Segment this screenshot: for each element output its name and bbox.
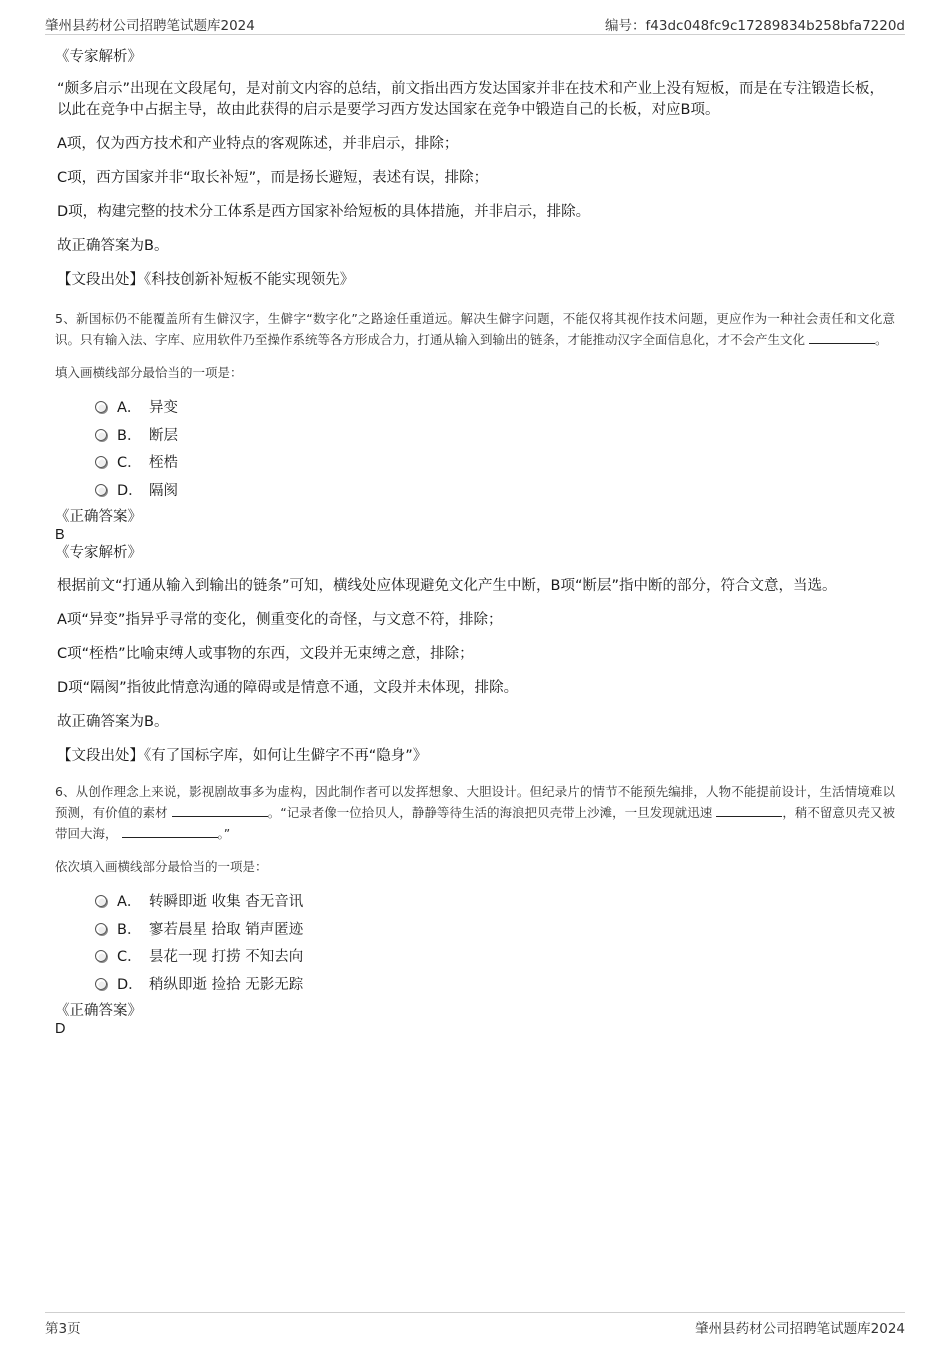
radio-icon[interactable] <box>95 950 107 962</box>
q6-blank-2 <box>716 804 782 817</box>
q6-option-b[interactable]: B． 寥若晨星 拾取 销声匿迹 <box>95 920 895 948</box>
q5-option-d[interactable]: D． 隔阂 <box>95 481 895 509</box>
radio-icon[interactable] <box>95 484 107 496</box>
radio-icon[interactable] <box>95 895 107 907</box>
q6-blank-3 <box>122 825 218 838</box>
q4-analysis-paragraph: D项，构建完整的技术分工体系是西方国家补给短板的具体措施，并非启示，排除。 <box>57 204 591 220</box>
q6-stem-text: ，稍不留意贝壳又被带回大海， <box>55 805 895 841</box>
q5-option-c[interactable]: C． 桎梏 <box>95 453 895 481</box>
q6-answer-label: 《正确答案》 <box>55 1003 142 1019</box>
q6-stem-end: 。” <box>217 826 231 841</box>
q4-analysis-paragraph: “颇多启示”出现在文段尾句，是对前文内容的总结，前文指出西方发达国家并非在技术和产业上没有短板，而是在专注锻造长板，以此在竞争中占据主导，故由此获得的启示是要学习西方发达国家在竞争中锻造自己的长板，对应B项。 <box>57 81 885 118</box>
page-number: 第3页 <box>45 1321 81 1337</box>
q6-answer: D <box>55 1021 66 1037</box>
q5-blank <box>809 331 875 344</box>
radio-icon[interactable] <box>95 923 107 935</box>
header-doc-id: 编号：f43dc048fc9c17289834b258bfa7220d <box>605 18 905 34</box>
q5-ask: 填入画横线部分最恰当的一项是： <box>55 365 243 380</box>
q5-expert-label: 《专家解析》 <box>55 545 142 561</box>
page-footer <box>45 1312 905 1337</box>
radio-icon[interactable] <box>95 401 107 413</box>
q5-stem-text: 5、新国标仍不能覆盖所有生僻汉字，生僻字“数字化”之路途任重道远。解决生僻字问题，不能仅将其视作技术问题，更应作为一种社会责任和文化意识。只有输入法、字库、应用软件乃至操作系统等各方形成合力，打通从输入到输出的链条，才能推动汉字全面信息化，才不会产生文化 <box>55 311 895 347</box>
q5-stem-end: 。 <box>875 332 888 347</box>
q6-options <box>95 892 895 1002</box>
q5-analysis-paragraph: C项“桎梏”比喻束缚人或事物的东西，文段并无束缚之意，排除； <box>57 646 474 662</box>
q5-option-b[interactable]: B． 断层 <box>95 426 895 454</box>
q5-analysis-paragraph: 故正确答案为B。 <box>57 714 169 730</box>
q6-option-d[interactable]: D． 稍纵即逝 捡拾 无影无踪 <box>95 975 895 1003</box>
q4-expert-label: 《专家解析》 <box>55 49 142 65</box>
footer-title: 肇州县药材公司招聘笔试题库2024 <box>695 1321 905 1337</box>
q5-source: 【文段出处】《有了国标字库，如何让生僻字不再“隐身”》 <box>57 748 428 764</box>
q5-analysis-paragraph: D项“隔阂”指彼此情意沟通的障碍或是情意不通，文段并未体现，排除。 <box>57 680 519 696</box>
q5-analysis-paragraph: 根据前文“打通从输入到输出的链条”可知，横线处应体现避免文化产生中断，B项“断层”指中断的部分，符合文意，当选。 <box>57 578 837 594</box>
q4-analysis-paragraph: A项，仅为西方技术和产业特点的客观陈述，并非启示，排除； <box>57 136 459 152</box>
q5-answer: B <box>55 527 65 543</box>
radio-icon[interactable] <box>95 456 107 468</box>
q5-analysis-paragraph: A项“异变”指异乎寻常的变化，侧重变化的奇怪，与文意不符，排除； <box>57 612 503 628</box>
radio-icon[interactable] <box>95 978 107 990</box>
q6-stem-text: 6、从创作理念上来说，影视剧故事多为虚构，因此制作者可以发挥想象、大胆设计。但纪录片的情节不能预先编排，人物不能提前设计，生活情境难以预测，有价值的素材 <box>55 784 895 820</box>
q6-option-c[interactable]: C． 昙花一现 打捞 不知去向 <box>95 947 895 975</box>
header-title: 肇州县药材公司招聘笔试题库2024 <box>45 18 255 34</box>
q4-source: 【文段出处】《科技创新补短板不能实现领先》 <box>57 272 355 288</box>
q5-answer-label: 《正确答案》 <box>55 509 142 525</box>
q4-analysis-paragraph: C项，西方国家并非“取长补短”，而是扬长避短，表述有误，排除； <box>57 170 489 186</box>
q6-blank-1 <box>172 804 268 817</box>
q6-stem-text: 。“记录者像一位拾贝人，静静等待生活的海浪把贝壳带上沙滩，一旦发现就迅速 <box>267 805 713 820</box>
page-content <box>55 45 895 1038</box>
q5-stem <box>55 308 895 350</box>
radio-icon[interactable] <box>95 429 107 441</box>
page-header <box>45 12 905 35</box>
q5-option-a[interactable]: A． 异变 <box>95 398 895 426</box>
q6-stem <box>55 781 895 844</box>
q5-options <box>95 398 895 508</box>
q6-option-a[interactable]: A． 转瞬即逝 收集 杳无音讯 <box>95 892 895 920</box>
q6-ask: 依次填入画横线部分最恰当的一项是： <box>55 859 268 874</box>
q4-analysis-paragraph: 故正确答案为B。 <box>57 238 169 254</box>
